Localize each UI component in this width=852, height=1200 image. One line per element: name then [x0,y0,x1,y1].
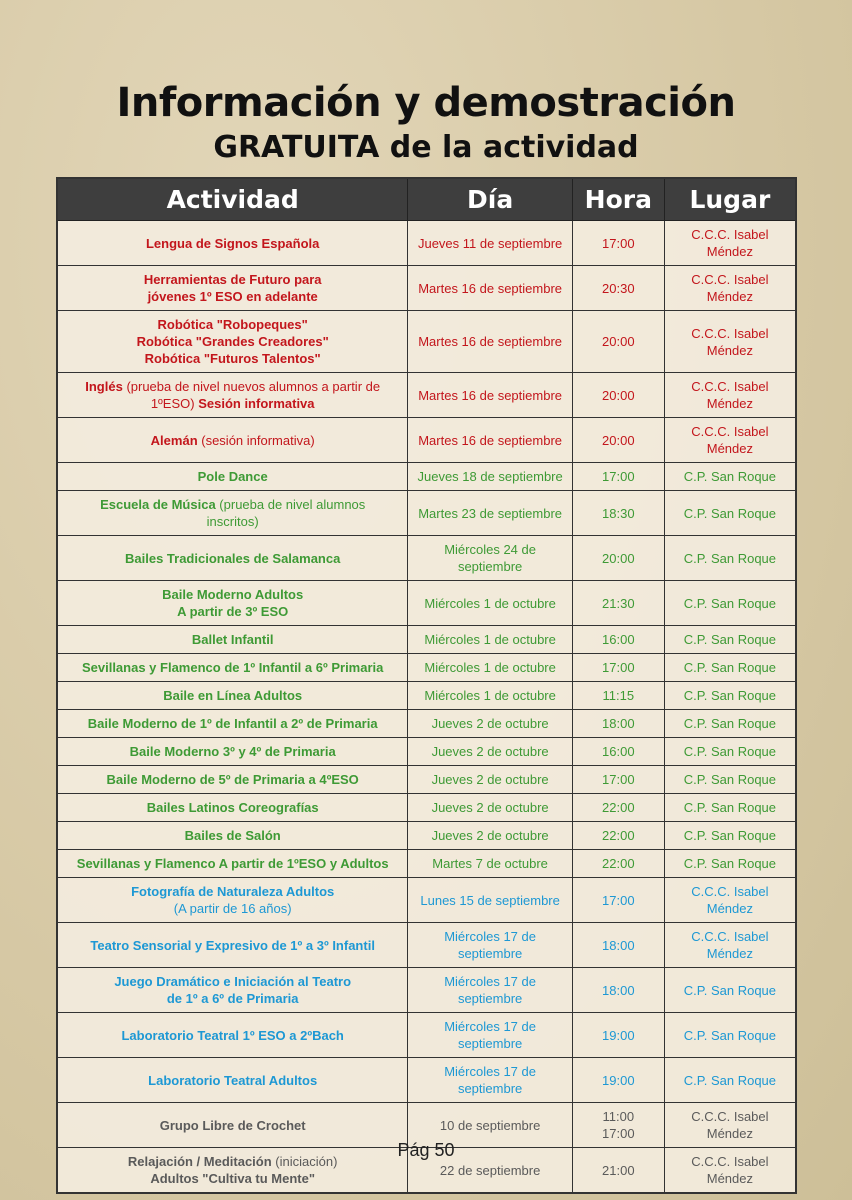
table-row [57,822,796,850]
place-cell: C.P. San Roque [664,581,796,626]
day-cell: Martes 7 de octubre [408,850,573,878]
table-row [57,418,796,463]
day-cell: Miércoles 17 de septiembre [408,923,573,968]
time-cell [572,311,664,373]
activity-text: Alemán [150,432,198,448]
activity-text: (A partir de 16 años) [173,901,292,916]
place-cell: C.C.C. Isabel Méndez [664,1148,796,1194]
place-cell: C.C.C. Isabel Méndez [664,266,796,311]
activity-cell [57,1013,408,1058]
table-row [57,626,796,654]
activity-cell [57,878,408,923]
activity-text: 1ºESO) [150,396,199,411]
place-cell: C.C.C. Isabel Méndez [664,311,796,373]
day-cell: Miércoles 1 de octubre [408,626,573,654]
time-cell [572,418,664,463]
day-cell: Miércoles 24 de septiembre [408,536,573,581]
activity-text: Robótica "Robopeques" [157,317,308,332]
activity-text: Pole Dance [197,469,268,484]
table-row [57,878,796,923]
time-text: 18:00 [602,982,635,998]
time-text: 18:00 [602,937,635,953]
time-cell [572,1058,664,1103]
table-row [57,581,796,626]
time-text: 20:00 [602,550,635,566]
table-row [57,221,796,266]
day-cell: Jueves 2 de octubre [408,710,573,738]
activity-text: Inglés [85,379,123,394]
column-header-actividad: Actividad [57,178,408,221]
table-row [57,850,796,878]
activity-cell [57,766,408,794]
day-cell: Jueves 2 de octubre [408,738,573,766]
place-cell: C.P. San Roque [664,536,796,581]
time-text: 22:00 [602,800,635,815]
activity-text: Robótica "Futuros Talentos" [144,351,321,366]
page-subtitle: GRATUITA de la actividad [213,130,639,165]
time-cell [572,822,664,850]
place-cell: C.P. San Roque [664,822,796,850]
activity-cell [57,822,408,850]
day-cell: Jueves 11 de septiembre [408,221,573,266]
time-cell [572,710,664,738]
time-cell [572,738,664,766]
activity-text: Grupo Libre de Crochet [159,1117,306,1133]
place-cell: C.P. San Roque [664,710,796,738]
place-cell: C.C.C. Isabel Méndez [664,1103,796,1148]
activity-cell [57,373,408,418]
activity-text: jóvenes 1º ESO en adelante [147,289,318,304]
time-text: 20:00 [602,334,635,349]
table-row [57,373,796,418]
place-cell: C.P. San Roque [664,1058,796,1103]
time-cell [572,766,664,794]
activity-cell [57,266,408,311]
day-cell: Miércoles 1 de octubre [408,581,573,626]
place-cell: C.P. San Roque [664,682,796,710]
time-text: 20:30 [602,280,635,296]
activity-cell [57,581,408,626]
page-title: Información y demostración [116,80,736,126]
activity-text: Sevillanas y Flamenco A partir de 1ºESO y Adultos [76,856,389,871]
day-cell: Miércoles 1 de octubre [408,654,573,682]
table-row [57,266,796,311]
activity-text: Adultos "Cultiva tu Mente" [150,1171,316,1186]
activity-text: (prueba de nivel alumnos [215,497,366,512]
activity-text: Robótica "Grandes Creadores" [136,334,329,349]
activity-cell [57,850,408,878]
activity-cell [57,463,408,491]
time-text: 19:00 [602,1072,635,1088]
day-cell: Miércoles 17 de septiembre [408,968,573,1013]
place-cell: C.C.C. Isabel Méndez [664,418,796,463]
place-cell: C.C.C. Isabel Méndez [664,221,796,266]
activity-text: Relajación / Meditación [127,1154,272,1169]
day-cell: Martes 16 de septiembre [408,311,573,373]
activity-text: (sesión informativa) [197,432,315,448]
time-cell [572,878,664,923]
time-text: 17:00 [602,235,635,251]
table-row [57,491,796,536]
time-cell [572,463,664,491]
activity-text: inscritos) [206,514,259,529]
activity-text: Baile Moderno de 5º de Primaria a 4ºESO [106,772,359,787]
column-header-dia: Día [408,178,573,221]
time-text: 17:00 [602,469,635,484]
table-row [57,766,796,794]
activity-text: Escuela de Música [100,497,216,512]
column-header-hora: Hora [572,178,664,221]
time-cell [572,682,664,710]
place-cell: C.P. San Roque [664,766,796,794]
table-row [57,1058,796,1103]
place-cell: C.P. San Roque [664,850,796,878]
place-cell: C.P. San Roque [664,968,796,1013]
activity-text: Baile Moderno de 1º de Infantil a 2º de Primaria [87,716,378,731]
time-cell [572,536,664,581]
activity-text: Bailes Tradicionales de Salamanca [125,550,341,566]
time-text: 11:00 [602,1109,635,1124]
activity-text: Sesión informativa [198,396,315,411]
time-text: 16:00 [602,632,635,647]
day-cell: Lunes 15 de septiembre [408,878,573,923]
page-number: Pág 50 [397,1140,455,1160]
activity-text: A partir de 3º ESO [177,604,289,619]
table-row [57,968,796,1013]
time-text: 17:00 [602,772,635,787]
time-cell [572,581,664,626]
place-cell: C.C.C. Isabel Méndez [664,923,796,968]
day-cell: Martes 23 de septiembre [408,491,573,536]
table-row [57,738,796,766]
table-row [57,536,796,581]
activity-text: Lengua de Signos Española [145,235,320,251]
day-cell: Martes 16 de septiembre [408,373,573,418]
time-text: 22:00 [602,828,635,843]
table-row [57,923,796,968]
activities-table [56,177,797,1194]
table-header-row [57,178,796,221]
day-cell: Jueves 18 de septiembre [408,463,573,491]
time-text: 11:15 [602,688,635,703]
day-cell: Martes 16 de septiembre [408,266,573,311]
time-cell [572,923,664,968]
day-cell: Miércoles 1 de octubre [408,682,573,710]
activity-text: Baile en Línea Adultos [163,688,303,703]
activity-text: Sevillanas y Flamenco de 1º Infantil a 6º Primaria [81,660,384,675]
time-text: 20:00 [602,387,635,403]
activity-cell [57,536,408,581]
time-cell [572,221,664,266]
day-cell: 10 de septiembre [408,1103,573,1148]
place-cell: C.P. San Roque [664,463,796,491]
time-text: 17:00 [602,660,635,675]
time-cell [572,654,664,682]
activity-cell [57,418,408,463]
time-text: 20:00 [602,432,635,448]
time-text: 21:30 [602,595,635,611]
day-cell: Miércoles 17 de septiembre [408,1058,573,1103]
place-cell: C.P. San Roque [664,654,796,682]
place-cell: C.P. San Roque [664,794,796,822]
activity-text: Fotografía de Naturaleza Adultos [131,884,335,899]
activity-text: Baile Moderno 3º y 4º de Primaria [129,744,336,759]
time-text: 18:00 [602,716,635,731]
time-cell [572,373,664,418]
activity-text: Bailes Latinos Coreografías [146,800,319,815]
time-text: 22:00 [602,856,635,871]
table-row [57,1013,796,1058]
activity-cell [57,710,408,738]
activity-text: Laboratorio Teatral Adultos [148,1072,318,1088]
time-cell [572,1013,664,1058]
activity-text: Herramientas de Futuro para [143,272,322,287]
day-cell: Jueves 2 de octubre [408,766,573,794]
day-cell: Jueves 2 de octubre [408,794,573,822]
day-cell: Miércoles 17 de septiembre [408,1013,573,1058]
activity-cell [57,682,408,710]
day-cell: Martes 16 de septiembre [408,418,573,463]
time-text: 19:00 [602,1027,635,1043]
time-text: 16:00 [602,744,635,759]
time-cell [572,626,664,654]
time-text: 17:00 [602,892,635,908]
activity-text: de 1º a 6º de Primaria [166,991,299,1006]
activity-cell [57,738,408,766]
activity-cell [57,794,408,822]
place-cell: C.P. San Roque [664,1013,796,1058]
activity-cell [57,654,408,682]
time-text: 17:00 [602,1126,635,1141]
day-cell: 22 de septiembre [408,1148,573,1194]
activity-cell [57,311,408,373]
time-cell [572,968,664,1013]
table-row [57,710,796,738]
activity-text: Laboratorio Teatral 1º ESO a 2ºBach [121,1027,344,1043]
activity-cell [57,923,408,968]
activity-cell [57,491,408,536]
place-cell: C.P. San Roque [664,738,796,766]
activity-text: Baile Moderno Adultos [162,587,304,602]
table-row [57,794,796,822]
time-cell [572,491,664,536]
activity-cell [57,626,408,654]
activity-cell [57,1058,408,1103]
place-cell: C.P. San Roque [664,491,796,536]
time-text: 21:00 [602,1162,635,1178]
column-header-lugar: Lugar [664,178,796,221]
activity-cell [57,221,408,266]
activity-text: Bailes de Salón [184,828,281,843]
time-cell [572,850,664,878]
time-cell [572,266,664,311]
activity-text: (prueba de nivel nuevos alumnos a partir de [122,379,381,394]
place-cell: C.C.C. Isabel Méndez [664,373,796,418]
table-row [57,463,796,491]
activity-text: (iniciación) [271,1154,338,1169]
activity-cell [57,968,408,1013]
place-cell: C.P. San Roque [664,626,796,654]
day-cell: Jueves 2 de octubre [408,822,573,850]
table-row [57,654,796,682]
time-cell [572,794,664,822]
activity-text: Ballet Infantil [191,632,274,647]
table-row [57,682,796,710]
activity-text: Juego Dramático e Iniciación al Teatro [114,974,352,989]
place-cell: C.C.C. Isabel Méndez [664,878,796,923]
time-text: 18:30 [602,505,635,521]
activity-text: Teatro Sensorial y Expresivo de 1º a 3º Infantil [90,937,375,953]
table-row [57,311,796,373]
